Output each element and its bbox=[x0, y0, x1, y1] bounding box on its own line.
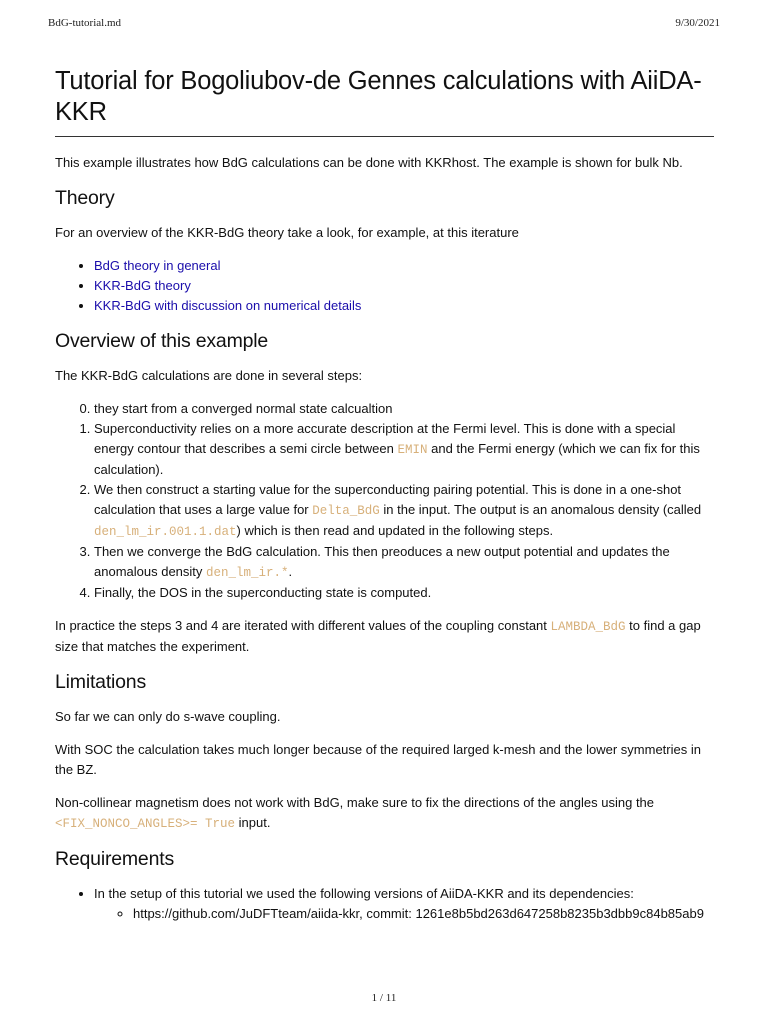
limitations-p3: Non-collinear magnetism does not work with BdG, make sure to fix the directions of the angles using the <FIX_NONCO_ANGLES>= True input. bbox=[55, 795, 655, 831]
limitations-heading: Limitations bbox=[55, 671, 147, 693]
overview-text: The KKR-BdG calculations are done in several steps: bbox=[55, 368, 363, 383]
practice-paragraph: In practice the steps 3 and 4 are iterated with different values of the coupling constant LAMBDA_BdG to find a gap size that matches the experiment. bbox=[55, 618, 701, 654]
steps-list bbox=[55, 399, 714, 603]
link-bdg-theory-general[interactable]: BdG theory in general bbox=[94, 258, 221, 273]
link-kkr-bdg-theory[interactable]: KKR-BdG theory bbox=[94, 278, 191, 293]
header-date: 9/30/2021 bbox=[675, 17, 720, 29]
limitations-p2: With SOC the calculation takes much longer because of the required larged k-mesh and the lower symmetries in the BZ. bbox=[55, 742, 701, 777]
page-title: Tutorial for Bogoliubov-de Gennes calculations with AiiDA-KKR bbox=[55, 66, 714, 137]
theory-text: For an overview of the KKR-BdG theory take a look, for example, at this iterature bbox=[55, 225, 519, 240]
code-delta-bdg: Delta_BdG bbox=[312, 504, 380, 518]
list-item bbox=[94, 296, 714, 316]
theory-heading: Theory bbox=[55, 187, 115, 209]
code-lambda-bdg: LAMBDA_BdG bbox=[550, 620, 626, 634]
requirements-list bbox=[55, 884, 714, 924]
code-emin: EMIN bbox=[397, 443, 428, 457]
step-item-0: 0. they start from a converged normal state calcualtion bbox=[94, 399, 714, 419]
requirements-heading: Requirements bbox=[55, 848, 174, 870]
limitations-p1: So far we can only do s-wave coupling. bbox=[55, 709, 281, 724]
list-item: • In the setup of this tutorial we used the following versions of AiiDA-KKR and its dependencies: ◦ https://github.com/JuDFTteam/aiida-kkr, commit: 1261e8b5bd263d647258b8235b3dbb9c84b85ab9 bbox=[94, 884, 714, 924]
step-item-2: 2. We then construct a starting value for the superconducting pairing potential. This is done in a one-shot calculation that uses a large value for Delta_BdG in the input. The output is an anomalous density (called den_lm_ir.001.1.dat) which is then read and updated in the following steps. bbox=[94, 480, 714, 542]
intro-paragraph: This example illustrates how BdG calculations can be done with KKRhost. The example is shown for bulk Nb. bbox=[55, 155, 683, 170]
list-item bbox=[94, 256, 714, 276]
theory-link-list bbox=[55, 256, 714, 316]
code-fix-nonco-angles: <FIX_NONCO_ANGLES>= True bbox=[55, 817, 236, 831]
link-kkr-bdg-numerical[interactable]: KKR-BdG with discussion on numerical details bbox=[94, 298, 362, 313]
document-body bbox=[55, 66, 714, 924]
list-item: ◦ https://github.com/JuDFTteam/aiida-kkr, commit: 1261e8b5bd263d647258b8235b3dbb9c84b85ab9 bbox=[133, 904, 714, 924]
step-item-1: 1. Superconductivity relies on a more accurate description at the Fermi level. This is done with a special energy contour that describes a semi circle between EMIN and the Fermi energy (which we can fix for this calculation). bbox=[94, 419, 714, 480]
step-item-3: 3. Then we converge the BdG calculation. This then preoduces a new output potential and updates the anomalous density den_lm_ir.*. bbox=[94, 542, 714, 583]
step-item-4: 4. Finally, the DOS in the superconducting state is computed. bbox=[94, 583, 714, 603]
header-filename: BdG-tutorial.md bbox=[48, 17, 122, 29]
code-den-wildcard: den_lm_ir.* bbox=[206, 566, 289, 580]
list-item bbox=[94, 276, 714, 296]
requirements-sublist bbox=[94, 904, 714, 924]
code-den-file: den_lm_ir.001.1.dat bbox=[94, 525, 237, 539]
page-number: 1 / 11 bbox=[371, 992, 397, 1004]
overview-heading: Overview of this example bbox=[55, 330, 269, 352]
